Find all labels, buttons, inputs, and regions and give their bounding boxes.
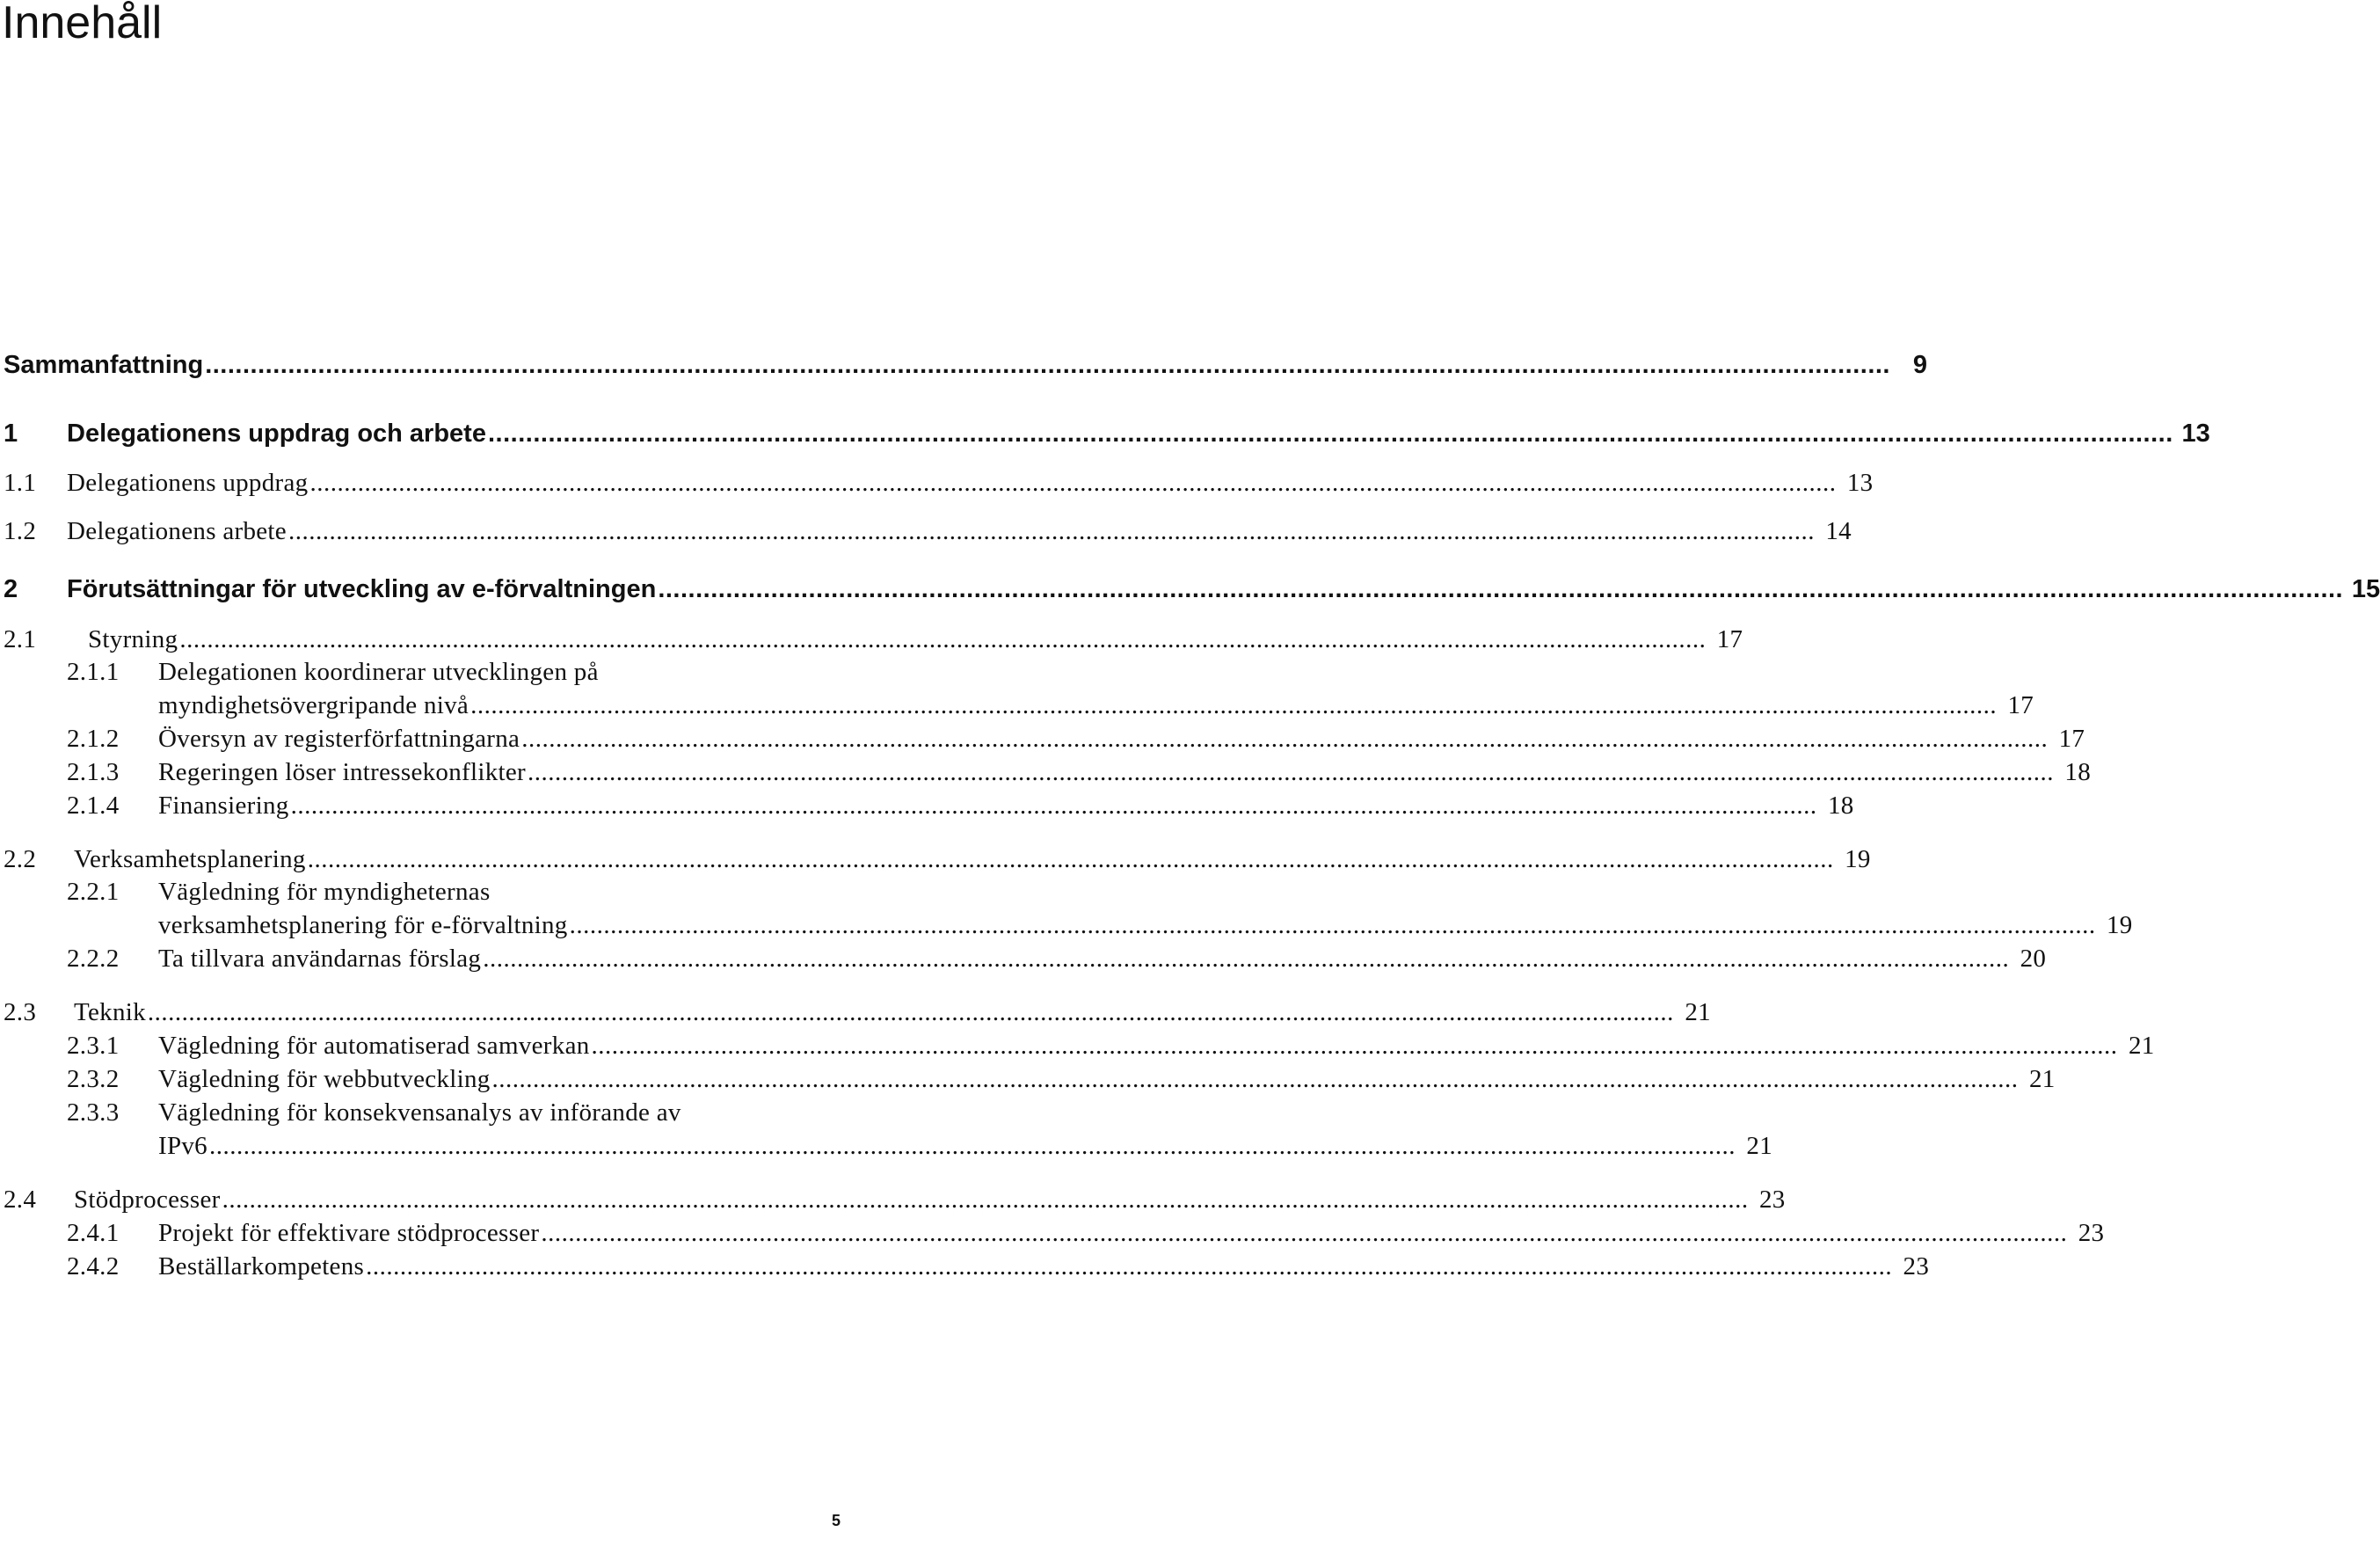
toc-entry-2-1[interactable] <box>4 623 1743 656</box>
dot-leader: ................................................................................................................................................................................................................................ <box>470 691 1998 719</box>
dot-leader: ................................................................................................................................................................................................................................ <box>487 420 2173 448</box>
toc-entry-title: Verksamhetsplanering <box>74 845 306 873</box>
toc-entry-title-continued: verksamhetsplanering för e-förvaltning <box>158 911 568 939</box>
dot-leader: ................................................................................................................................................................................................................................ <box>483 945 2010 973</box>
toc-entry-2-3-3[interactable] <box>158 1129 1772 1163</box>
dot-leader: ................................................................................................................................................................................................................................ <box>222 1186 1749 1214</box>
toc-entry-page: 15 <box>2351 575 2380 603</box>
toc-entry-title: Förutsättningar för utveckling av e-förvaltningen <box>67 575 657 603</box>
dot-leader: ................................................................................................................................................................................................................................ <box>366 1252 1893 1280</box>
toc-entry-page: 13 <box>1846 469 1874 497</box>
toc-entry-2-3-3-line1[interactable] <box>67 1096 681 1129</box>
toc-entry-title: Delegationen koordinerar utvecklingen på <box>158 658 599 686</box>
dot-leader: ................................................................................................................................................................................................................................ <box>205 351 1890 379</box>
toc-entry-title: Delegationens arbete <box>67 517 287 545</box>
toc-entry-2-2-1[interactable] <box>158 908 2133 942</box>
toc-entry-page: 21 <box>2128 1032 2155 1060</box>
toc-entry-2-4[interactable] <box>4 1183 1786 1216</box>
toc-entry-2-3-1[interactable] <box>67 1029 2155 1062</box>
toc-entry-page: 18 <box>2064 758 2091 786</box>
toc-entry-number: 2.3.1 <box>67 1032 120 1060</box>
toc-entry-2-4-1[interactable] <box>67 1216 2105 1250</box>
toc-entry-title: Sammanfattning <box>4 351 204 379</box>
toc-entry-2-1-2[interactable] <box>67 722 2085 755</box>
toc-entry-number: 2 <box>4 575 18 603</box>
toc-entry-2-3-2[interactable] <box>67 1062 2056 1096</box>
toc-entry-title: Teknik <box>74 998 146 1026</box>
toc-entry-number: 2.1 <box>4 625 37 653</box>
toc-entry-2-1-1[interactable] <box>158 689 2034 722</box>
dot-leader: ................................................................................................................................................................................................................................ <box>591 1032 2118 1060</box>
toc-entry-page: 20 <box>2020 945 2047 973</box>
dot-leader: ................................................................................................................................................................................................................................ <box>541 1219 2068 1247</box>
toc-entry-number: 2.4 <box>4 1186 37 1214</box>
toc-entry-number: 2.1.1 <box>67 658 120 686</box>
dot-leader: ................................................................................................................................................................................................................................ <box>309 469 1837 497</box>
toc-entry-page: 23 <box>1903 1252 1930 1280</box>
toc-entry-number: 2.1.2 <box>67 725 120 753</box>
dot-leader: ................................................................................................................................................................................................................................ <box>147 998 1674 1026</box>
toc-entry-2-3[interactable] <box>4 996 1711 1029</box>
toc-entry-title: Finansiering <box>158 792 289 820</box>
toc-entry-2-1-3[interactable] <box>67 755 2091 789</box>
toc-entry-2-4-2[interactable] <box>67 1250 1930 1283</box>
toc-entry-2-2[interactable] <box>4 843 1871 876</box>
toc-entry-title: Vägledning för webbutveckling <box>158 1065 491 1093</box>
toc-entry-number: 1.1 <box>4 469 37 497</box>
toc-entry-number: 2.2.1 <box>67 878 120 906</box>
toc-entry-page: 9 <box>1912 351 1927 379</box>
dot-leader: ................................................................................................................................................................................................................................ <box>179 625 1707 653</box>
toc-entry-2-1-4[interactable] <box>67 789 1854 822</box>
toc-entry-number: 2.2.2 <box>67 945 120 973</box>
dot-leader: ................................................................................................................................................................................................................................ <box>307 845 1834 873</box>
toc-entry-sammanfattning[interactable] <box>4 347 1927 383</box>
toc-entry-title: Översyn av registerförfattningarna <box>158 725 520 753</box>
toc-entry-page: 23 <box>1758 1186 1786 1214</box>
toc-entry-1-1[interactable] <box>4 466 1874 500</box>
toc-entry-page: 17 <box>1716 625 1743 653</box>
toc-entry-number: 2.3.3 <box>67 1098 120 1127</box>
toc-entry-title: Stödprocesser <box>74 1186 221 1214</box>
toc-entry-chapter-1[interactable] <box>4 416 2210 451</box>
page-number: 5 <box>831 1512 841 1529</box>
toc-entry-number: 2.4.1 <box>67 1219 120 1247</box>
toc-entry-2-1-1-line1[interactable] <box>67 655 599 689</box>
page-title: Innehåll <box>2 0 163 48</box>
dot-leader: ................................................................................................................................................................................................................................ <box>290 792 1817 820</box>
toc-entry-number: 1.2 <box>4 517 37 545</box>
toc-entry-number: 2.3 <box>4 998 37 1026</box>
toc-entry-number: 1 <box>4 420 18 448</box>
dot-leader: ................................................................................................................................................................................................................................ <box>491 1065 2019 1093</box>
toc-entry-title-continued: IPv6 <box>158 1132 207 1160</box>
toc-entry-title: Vägledning för automatiserad samverkan <box>158 1032 590 1060</box>
dot-leader: ................................................................................................................................................................................................................................ <box>287 517 1815 545</box>
toc-entry-2-2-2[interactable] <box>67 942 2047 975</box>
toc-entry-title: Vägledning för myndigheternas <box>158 878 491 906</box>
toc-entry-page: 14 <box>1825 517 1852 545</box>
toc-entry-title: Projekt för effektivare stödprocesser <box>158 1219 540 1247</box>
toc-entry-title: Delegationens uppdrag <box>67 469 309 497</box>
dot-leader: ................................................................................................................................................................................................................................ <box>209 1132 1736 1160</box>
toc-entry-title: Vägledning för konsekvensanalys av införande av <box>158 1098 681 1127</box>
toc-entry-page: 18 <box>1827 792 1854 820</box>
toc-entry-number: 2.1.3 <box>67 758 120 786</box>
toc-entry-page: 21 <box>2028 1065 2056 1093</box>
dot-leader: ................................................................................................................................................................................................................................ <box>528 758 2054 786</box>
toc-entry-title: Ta tillvara användarnas förslag <box>158 945 482 973</box>
toc-entry-title: Beställarkompetens <box>158 1252 365 1280</box>
toc-entry-number: 2.4.2 <box>67 1252 120 1280</box>
dot-leader: ................................................................................................................................................................................................................................ <box>521 725 2049 753</box>
toc-entry-number: 2.1.4 <box>67 792 120 820</box>
toc-entry-page: 13 <box>2181 420 2210 448</box>
toc-entry-page: 21 <box>1746 1132 1772 1160</box>
toc-entry-number: 2.3.2 <box>67 1065 120 1093</box>
toc-entry-chapter-2[interactable] <box>4 572 2380 607</box>
toc-entry-page: 23 <box>2078 1219 2105 1247</box>
toc-entry-page: 17 <box>2007 691 2034 719</box>
toc-entry-page: 19 <box>2106 911 2133 939</box>
toc-entry-title: Regeringen löser intressekonflikter <box>158 758 526 786</box>
toc-entry-number: 2.2 <box>4 845 37 873</box>
toc-entry-page: 19 <box>1845 845 1871 873</box>
toc-entry-1-2[interactable] <box>4 514 1852 548</box>
dot-leader: ................................................................................................................................................................................................................................ <box>569 911 2096 939</box>
dot-leader: ................................................................................................................................................................................................................................ <box>658 575 2344 603</box>
toc-entry-2-2-1-line1[interactable] <box>67 875 491 908</box>
toc-entry-page: 17 <box>2058 725 2085 753</box>
toc-entry-title-continued: myndighetsövergripande nivå <box>158 691 469 719</box>
toc-entry-title: Styrning <box>88 625 178 653</box>
toc-entry-title: Delegationens uppdrag och arbete <box>67 420 486 448</box>
toc-entry-page: 21 <box>1685 998 1711 1026</box>
